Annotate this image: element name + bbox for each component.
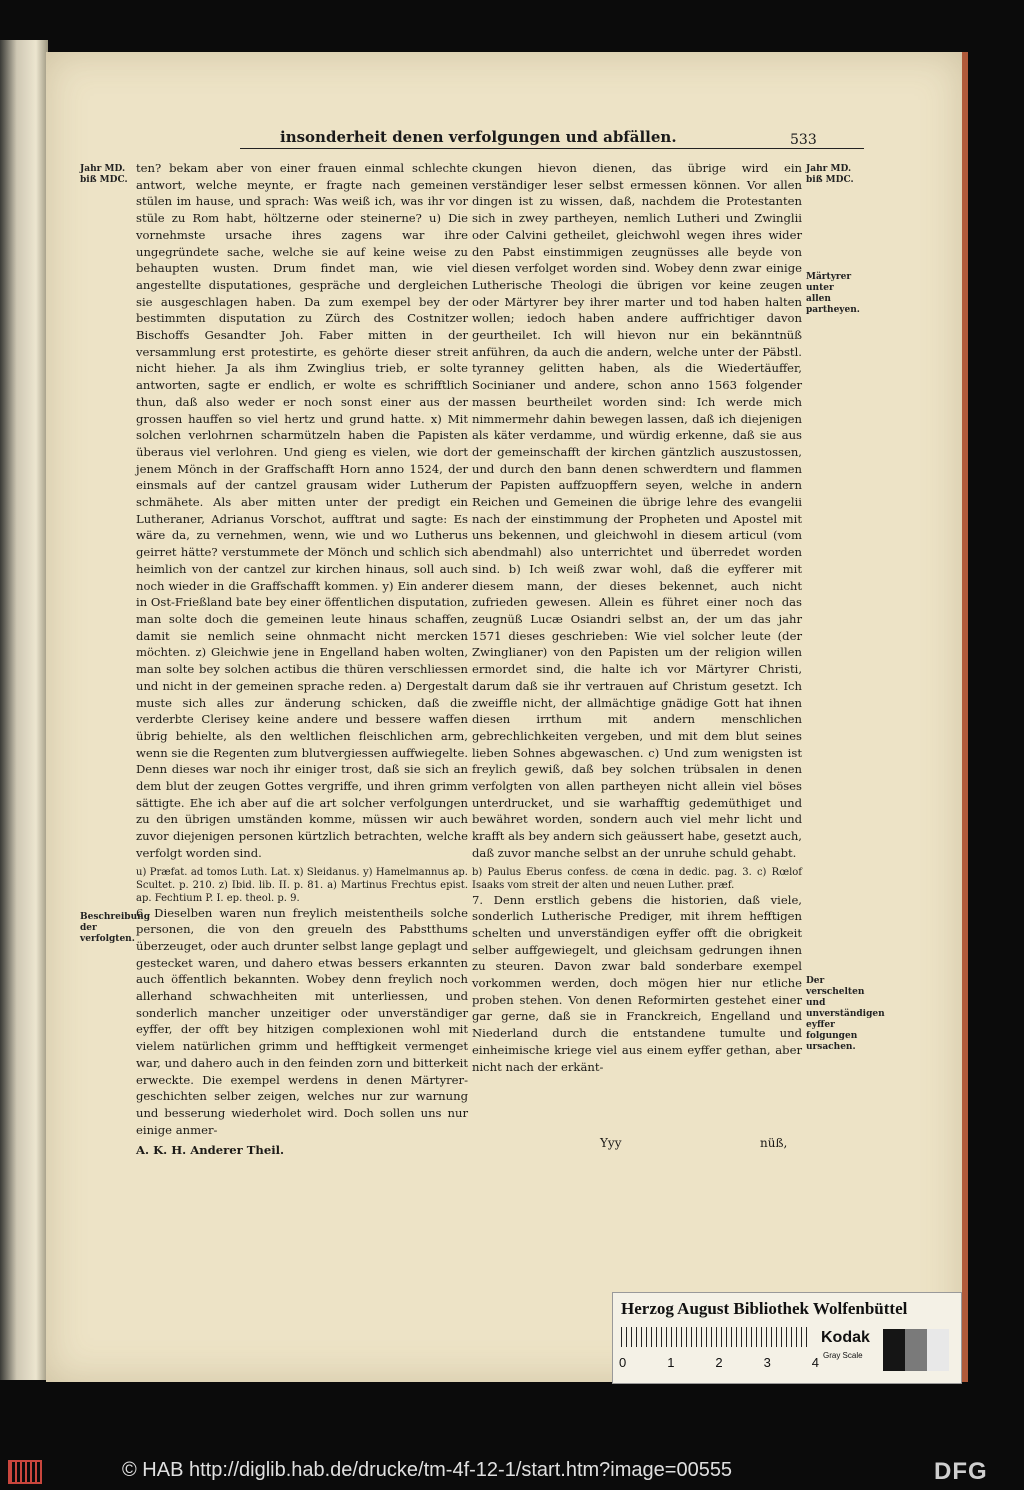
margin-note-left-2: Beschreibung der verfolgten. [80,912,150,944]
left-footnotes: u) Præfat. ad tomos Luth. Lat. x) Sleidanus. y) Hamelmannus ap. Scultet. p. 210. z) Ibid. lib. II. p. 81. a) Martinus Frechtus epist. ap. Fechtium P. I. ep. theol. p. 9. [136,866,468,904]
signature-line: A. K. H. Anderer Theil. [136,1143,285,1158]
running-head: insonderheit denen verfolgungen und abfällen. [280,128,677,146]
ruler-number: 2 [715,1355,723,1370]
right-column [472,160,802,1075]
margin-note-right-2: Märtyrer unter allen partheyen. [806,272,860,315]
viewer-footer-bar [0,1452,1024,1490]
gray-scale-label: Gray Scale [823,1351,863,1360]
ruler-scale [621,1327,811,1347]
right-paragraph-2: 7. Denn erstlich gebens die historien, daß viele, sonderlich Lutherische Prediger, mit ihrem hefftigen schelten und unverständigen eyffer offt die obrigkeit selber auffgewiegelt, und gleichsam gedrungen ihnen zu steuren. Davon zwar bald sonderbare exempel vorkommen werden, doch mögen hier nur etliche proben stehen. Von denen Reformirten gestehet einer gar gerne, daß sie in Franckreich, Engelland und Niederland durch die entstandene tumulte und einheimische kriege viel aus einem eyffer gethan, aber nicht nach der erkänt- [472,892,802,1074]
right-paragraph-1: ckungen hievon dienen, das übrige wird ein verständiger leser selbst ermessen können. Vor allen dingen ist zu wissen, daß, nachdem die Protestanten sich in zwey partheyen, nemlich Lutheri und Zwinglii oder Calvini getheilet, gleichwohl wegen ihres wider den Pabst einstimmigen zeugnüsses alle beyde von diesen verfolget worden sind. Wobey denn zwar einige Lutherische Theologi die übrigen vor keine zeugen oder Märtyrer bey ihrer marter und tod haben halten wollen; iedoch haben andere auffrichtiger davon geurtheilet. Ich will hievon nur ein bekänntnüß anführen, da auch die andern, welche unter der Päbstl. tyranney gelitten haben, als die Wiedertäuffer, Socinianer und andere, schon anno 1563 folgender massen beurtheilet worden sind: Ich werde mich nimmermehr dahin bewegen lassen, daß ich diejenigen als käter verdamme, und würdig erkenne, daß sie aus der gemeinschafft der kirchen gäntzlich auszustossen, und durch den bann denen schwerdtern und flammen der Papisten auffzuopffern seyen, welche in andern Reichen und Gemeinen die übrige lehre des evangelii nach der einstimmung der Propheten und Apostel mit uns bekennen, und gleichwohl in diesem articul (vom abendmahl) also unterrichtet und überredet worden sind. b) Ich weiß zwar wohl, daß die eyfferer mit diesem mann, der dieses bekennet, auch nicht zufrieden gewesen. Allein es führet einer noch das zeugnüß Lucæ Osiandri selbst an, der um das jahr 1571 dieses geschrieben: Wie viel solcher leute (der Zwinglianer) von den Papisten um der religion willen ermordet sind, die halte ich vor Märtyrer Christi, darum daß sie ihr vertrauen auf Christum gesetzt. Ich zweiffle nicht, der allmächtige gnädige Gott hat ihnen diesen irrthum mit andern menschlichen gebrechlichkeiten vergeben, und mit dem blut seines lieben Sohnes abgewaschen. c) Und zum wenigsten ist freylich gewiß, daß bey solchen trübsalen in denen verfolgten von allen partheyen nicht allein viel böses unterdrucket, und sie warhafftig gedemüthiget und bewähret worden, sondern auch viel mehr licht und krafft als bey andern sich geäussert habe, gesetzt auch, daß zuvor manche selbst an der unruhe schuld gehabt. [472,161,802,860]
page-number: 533 [790,132,817,148]
catchword: nüß, [760,1136,788,1150]
copyright-link[interactable]: © HAB http://diglib.hab.de/drucke/tm-4f-12-1/start.htm?image=00555 [122,1459,733,1481]
color-target-card [612,1292,962,1384]
ruler-numbers [619,1355,819,1370]
signature-mark: Yyy [600,1136,622,1150]
dfg-logo: DFG [934,1458,988,1485]
left-paragraph-2: 6. Dieselben waren nun freylich meistentheils solche personen, die von den greueln des Pabstthums überzeuget, oder auch drunter selbst lange geplagt und gestecket waren, und dahero etwas bessers erkannten auch öffentlich bekannten. Wobey denn freylich noch allerhand schwachheiten mit unterliessen, und sonderlich mancher unzeitiger oder unverständiger eyffer, der offt bey hitzigen complexionen wohl mit vielem natürlichen grimm und hefftigkeit vermenget war, und dahero auch in den feinden zorn und bitterkeit erweckte. Die exempel werdens in denen Märtyrer-geschichten selber zeigen, welches nur zur warnung und besserung wiederholet wird. Doch sollen uns nur einige anmer- [136,905,468,1137]
ruler-number: 4 [811,1355,819,1370]
gray-swatch [905,1329,927,1371]
left-paragraph-1: ten? bekam aber von einer frauen einmal schlechte antwort, welche meynte, er fragte nach gemeinen stülen im hause, und sprach: Was weiß ich, was ihr vor stüle zu Rom habt, höltzerne oder steinerne? u) Die vornehmste ursache ihres zagens war ihre ungegründete sache, welche sie auf keine weise zu behaupten wusten. Drum findet man, wie viel angestellte disputationes, gespräche und dergleichen sie ausgeschlagen haben. Da zum exempel bey der bestimmten disputation zu Zürch des Costnitzer Bischoffs Gesandter Joh. Faber mitten in der versammlung erst protestirte, es gehörte dieser streit nicht hieher. Ja als ihm Zwinglius trieb, er solte antworten, sagte er endlich, er wolte es schrifftlich thun, daß also weder er noch sonst einer aus der grossen hauffen so viel hertz und grund hatte. x) Mit solchen verlohrnen scharmützeln haben die Papisten überaus viel verlohren. Und gieng es vielen, wie dort jenem Mönch in der Graffschafft Horn anno 1524, der einsmals auf der cantzel grausam wider Lutherum schmähete. Als aber mitten unter der predigt ein Lutheraner, Adrianus Vorschot, aufftrat und sagte: Es wäre da, zu vernehmen, wenn, wie und wo Lutherus geirret hätte? verstummete der Mönch und schlich sich heimlich von der cantzel zur kirchen hinaus, soll auch noch wieder in die Graffschafft kommen. y) Ein anderer in Ost-Frießland bate bey einer öffentlichen disputation, man solte doch die gemeinen leute hinaus schaffen, damit sie nemlich seine ohnmacht nicht mercken möchten. z) Gleichwie jene in Engelland haben wolten, man solte bey solchen actibus die thüren verschliessen und nicht in der gemeinen sprache reden. a) Dergestalt muste sich alles zur änderung schicken, daß die verderbte Clerisey keine andere und bessere waffen übrig behielte, als den weltlichen fleischlichen arm, wenn sie die Regenten zum blutvergiessen auffwiegelte. Denn dieses war noch ihr einiger trost, daß sie sich an dem blut der zeugen Gottes vergriffe, und ihren grimm sättigte. Ehe ich aber auf die art solcher verfolgungen zu den übrigen umständen komme, müssen wir auch zuvor diejenigen personen kürtzlich betrachten, welche verfolgt worden sind. [136,161,468,860]
kodak-logo: Kodak [821,1329,870,1346]
right-footnotes: b) Paulus Eberus confess. de cœna in dedic. pag. 3. c) Rœlof Isaaks vom streit der alten und neuen Luther. præf. [472,866,802,891]
adjacent-page-edge [0,40,48,1380]
margin-note-right-1: Jahr MD. biß MDC. [806,164,854,185]
hab-logo-icon [8,1460,42,1484]
ruler-number: 3 [763,1355,771,1370]
white-swatch [927,1329,949,1371]
margin-note-right-3: Der verschelten und unverständigen eyffer folgungen ursachen. [806,976,885,1052]
library-name: Herzog August Bibliothek Wolfenbüttel [621,1299,908,1318]
ruler-number: 0 [619,1355,627,1370]
black-swatch [883,1329,905,1371]
header-rule [240,148,864,149]
left-column [136,160,468,1159]
ruler-number: 1 [667,1355,675,1370]
margin-note-left-1: Jahr MD. biß MDC. [80,164,128,185]
